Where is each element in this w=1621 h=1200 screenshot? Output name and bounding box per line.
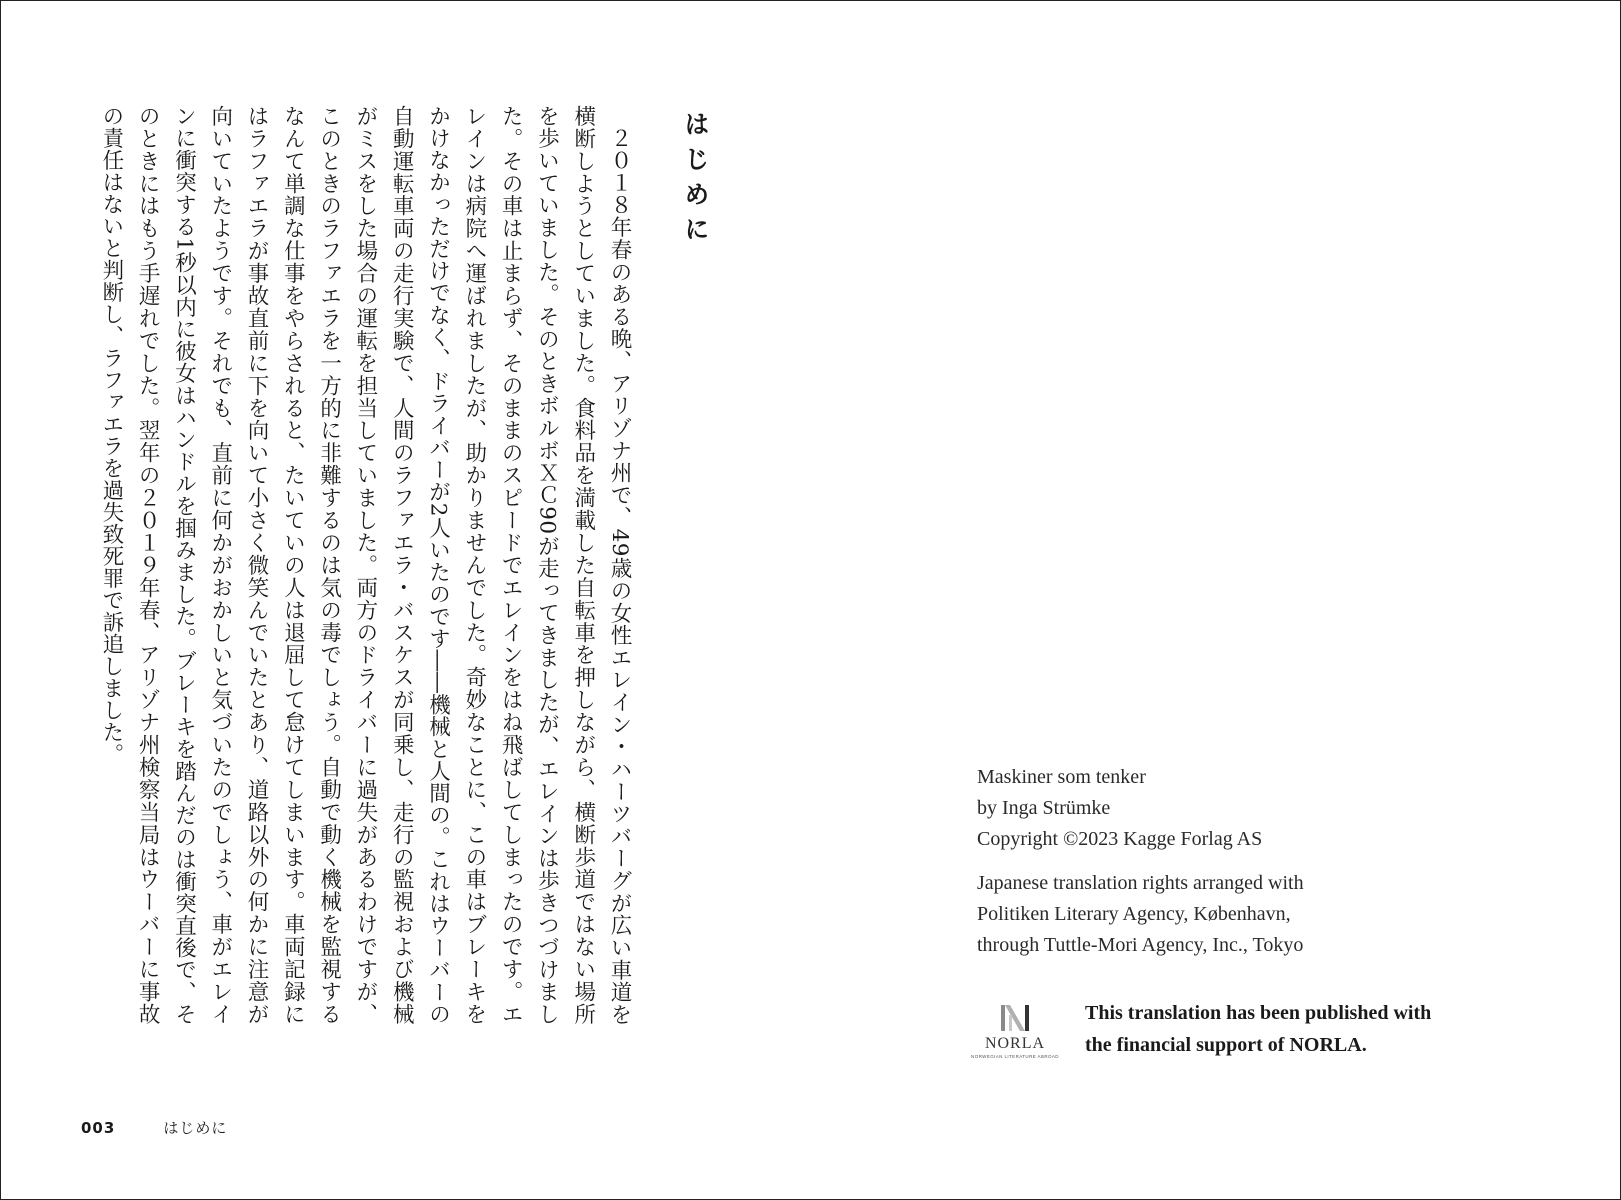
original-title: Maskiner som tenker: [977, 766, 1146, 788]
norla-support-text: [1085, 997, 1431, 1061]
rights-line-1: Japanese translation rights arranged with: [977, 872, 1304, 894]
vertical-text-block: [73, 105, 713, 1025]
author-credit: by Inga Strümke: [977, 797, 1111, 819]
running-title: はじめに: [163, 1119, 228, 1137]
norla-subtitle: NORWEGIAN LITERATURE ABROAD: [971, 1054, 1059, 1059]
support-line-2: the financial support of NORLA.: [1085, 1034, 1367, 1056]
norla-logo: [971, 1003, 1059, 1059]
rights-line-2: Politiken Literary Agency, København,: [977, 903, 1291, 925]
body-paragraph: ２０１８年春のある晩、アリゾナ州で、49歳の女性エレイン・ハーツバーグが広い車道を横断しようとしていました。食料品を満載した自転車を押しながら、横断歩道ではない場所を歩いていました。そのときボルボＸＣ90が走ってきましたが、エレインは歩きつづけました。その車は止まらず、そのままのスピードでエレインをはね飛ばしてしまったのです。エレインは病院へ運ばれましたが、助かりませんでした。奇妙なことに、この車はブレーキをかけなかっただけでなく、ドライバーが2人いたのです――機械と人間の。これはウーバーの自動運転車両の走行実験で、人間のラファエラ・バスケスが同乗し、走行の監視および機械がミスをした場合の運転を担当していました。両方のドライバーに過失があるわけですが、このときのラファエラを一方的に非難するのは気の毒でしょう。自動で動く機械を監視するなんて単調な仕事をやらされると、たいていの人は退屈して怠けてしまいます。車両記録にはラファエラが事故直前に下を向いて小さく微笑んでいたとあり、道路以外の何かに注意が向いていたようです。それでも、直前に何かがおかしいと気づいたのでしょう、車がエレインに衝突する1秒以内に彼女はハンドルを掴みました。ブレーキを踏んだのは衝突直後で、そのときにはもう手遅れでした。翌年の２０１９年春、アリゾナ州検察当局はウーバーに事故の責任はないと判断し、ラファエラを過失致死罪で訴追しました。: [98, 105, 632, 1026]
page-footer: [81, 1117, 227, 1138]
page-number: 003: [81, 1119, 116, 1137]
colophon-rights-info: [977, 868, 1304, 961]
chapter-heading: はじめに: [681, 111, 710, 251]
support-line-1: This translation has been published with: [1085, 1002, 1432, 1024]
rights-line-3: through Tuttle-Mori Agency, Inc., Tokyo: [977, 934, 1304, 956]
colophon-book-info: [977, 762, 1304, 855]
norla-credit: [971, 1002, 1432, 1061]
norla-wordmark: NORLA: [984, 1035, 1046, 1052]
copyright-notice: Copyright ©2023 Kagge Forlag AS: [977, 828, 1263, 850]
colophon: [977, 762, 1304, 974]
norla-n-mark-icon: [998, 1003, 1032, 1033]
